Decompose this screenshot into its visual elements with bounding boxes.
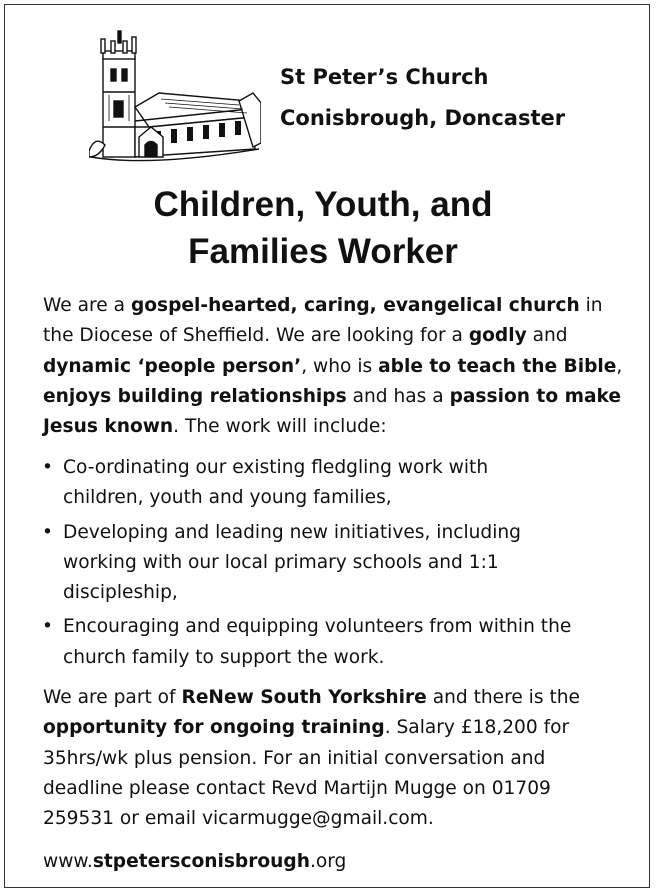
job-title-line-1: Children, Youth, and [153,185,493,224]
closing-line: deadline please contact Revd Martijn Mugge on 01709 [43,777,551,799]
closing-line: 35hrs/wk plus pension. For an initial conversation and [43,747,546,769]
job-title-line-2: Families Worker [188,232,458,271]
church-name: St Peter’s Church [280,65,489,89]
intro-line: We are a gospel-hearted, caring, evangelical church in [43,295,603,316]
church-illustration-icon [89,17,261,167]
closing-paragraph [43,683,643,834]
intro-line: Jesus known. The work will include: [43,416,387,438]
bullet-icon: • [42,457,53,478]
intro-line: the Diocese of Sheffield. We are looking for a godly and [43,325,568,347]
intro-line: dynamic ‘people person’, who is able to teach the Bible, [43,355,623,377]
intro-line: enjoys building relationships and has a passion to make [43,385,621,407]
duties-list [5,453,571,673]
list-item: • Developing and leading new initiatives, including working with our local primary schools and 1:1 discipleship, [5,518,571,609]
list-item: • Encouraging and equipping volunteers from within the church family to support the work. [5,612,571,673]
bullet-icon: • [42,616,53,638]
list-item: • Co-ordinating our existing fledgling work with children, youth and young families, [5,453,571,514]
closing-line: We are part of ReNew South Yorkshire and there is the [43,687,580,708]
advert-frame [4,4,650,888]
closing-line: opportunity for ongoing training. Salary £18,200 for [43,717,570,739]
church-location: Conisbrough, Doncaster [280,106,566,130]
intro-paragraph [43,291,643,442]
website-link[interactable]: www.stpetersconisbrough.org [43,851,347,872]
closing-line: 259531 or email vicarmugge@gmail.com. [43,808,434,830]
bullet-icon: • [42,521,53,543]
